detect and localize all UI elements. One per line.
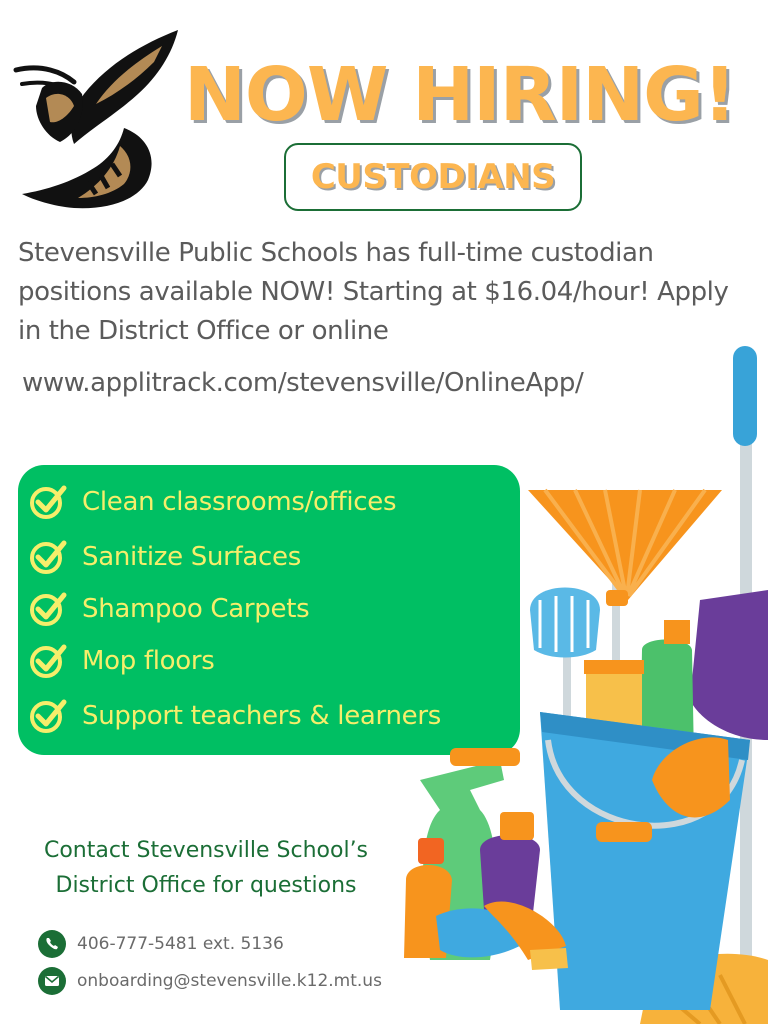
- mop-grip: [733, 346, 757, 446]
- phone-number: 406-777-5481 ext. 5136: [77, 934, 284, 954]
- duty-item: [28, 589, 309, 629]
- position-badge: [284, 143, 582, 211]
- duty-item: [28, 537, 301, 577]
- check-circle-icon: [28, 696, 68, 736]
- duty-item: [28, 696, 441, 736]
- mail-icon: [38, 967, 66, 995]
- cleaning-supplies-illustration: [395, 340, 768, 1024]
- duty-label: Shampoo Carpets: [82, 594, 310, 624]
- email-address: onboarding@stevensville.k12.mt.us: [77, 971, 382, 991]
- check-circle-icon: [28, 537, 68, 577]
- apply-url-link[interactable]: www.applitrack.com/stevensville/OnlineApp/: [22, 368, 584, 398]
- phone-icon: [38, 930, 66, 958]
- duty-label: Support teachers & learners: [82, 701, 441, 731]
- duty-item: [28, 482, 396, 522]
- job-description: Stevensville Public Schools has full-time custodian positions available NOW! Starting at $16.04/hour! Apply in the District Office or online: [18, 238, 729, 346]
- check-circle-icon: [28, 482, 68, 522]
- check-circle-icon: [28, 641, 68, 681]
- hornet-mascot-logo: [12, 24, 184, 214]
- now-hiring-headline: NOW HIRING!: [184, 52, 736, 138]
- email-row[interactable]: [38, 967, 382, 995]
- duty-label: Clean classrooms/offices: [82, 487, 397, 517]
- position-title: CUSTODIANS: [310, 157, 556, 197]
- duty-label: Sanitize Surfaces: [82, 542, 301, 572]
- contact-note: Contact Stevensville School’s District Office for questions: [43, 838, 369, 898]
- check-circle-icon: [28, 589, 68, 629]
- duty-label: Mop floors: [82, 646, 215, 676]
- duty-item: [28, 641, 215, 681]
- phone-row[interactable]: [38, 930, 284, 958]
